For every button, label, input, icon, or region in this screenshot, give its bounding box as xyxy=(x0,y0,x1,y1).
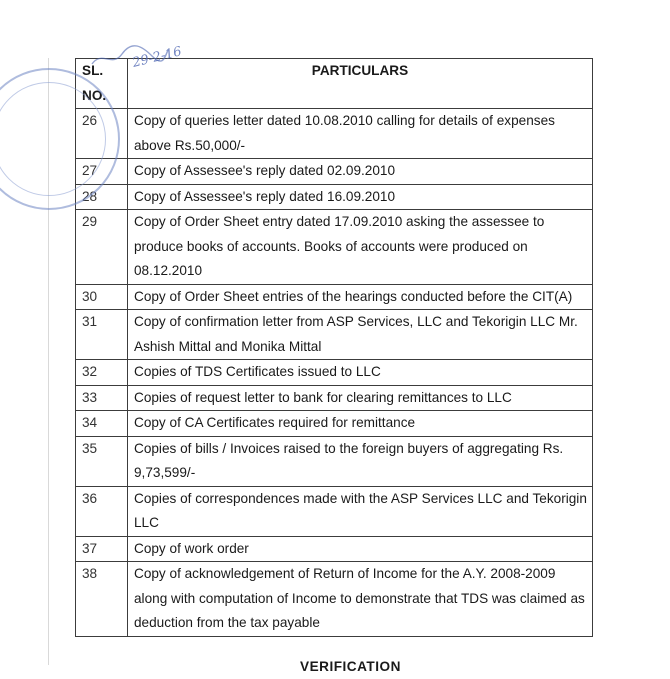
verification-heading: VERIFICATION xyxy=(300,659,401,674)
sl-no-header: SL. NO. xyxy=(76,59,128,109)
particular-text: Copies of correspondences made with the ASP Services LLC and Tekorigin LLC xyxy=(128,486,593,536)
sl-number: 27 xyxy=(76,159,128,185)
table-row xyxy=(76,486,593,536)
sl-number: 38 xyxy=(76,562,128,637)
sl-number: 36 xyxy=(76,486,128,536)
table-row xyxy=(76,310,593,360)
particular-text: Copies of TDS Certificates issued to LLC xyxy=(128,360,593,386)
table-row xyxy=(76,360,593,386)
table-row xyxy=(76,184,593,210)
table-row xyxy=(76,385,593,411)
particular-text: Copy of Order Sheet entry dated 17.09.2010 asking the assessee to produce books of accounts. Books of accounts were produced on 08.12.2010 xyxy=(128,210,593,285)
table-row xyxy=(76,536,593,562)
sl-number: 35 xyxy=(76,436,128,486)
particular-text: Copy of acknowledgement of Return of Income for the A.Y. 2008-2009 along with computation of Income to demonstrate that TDS was claimed as deduction from the tax payable xyxy=(128,562,593,637)
sl-number: 34 xyxy=(76,411,128,437)
particular-text: Copy of CA Certificates required for remittance xyxy=(128,411,593,437)
table-row xyxy=(76,411,593,437)
sl-number: 31 xyxy=(76,310,128,360)
sl-number: 30 xyxy=(76,284,128,310)
particular-text: Copy of Order Sheet entries of the hearings conducted before the CIT(A) xyxy=(128,284,593,310)
particulars-header: PARTICULARS xyxy=(128,59,593,109)
sl-number: 29 xyxy=(76,210,128,285)
table-row xyxy=(76,284,593,310)
sl-number: 26 xyxy=(76,109,128,159)
handwritten-date: 29-2-16 xyxy=(130,44,184,71)
sl-number: 32 xyxy=(76,360,128,386)
particular-text: Copy of Assessee's reply dated 16.09.2010 xyxy=(128,184,593,210)
particular-text: Copy of confirmation letter from ASP Services, LLC and Tekorigin LLC Mr. Ashish Mittal and Monika Mittal xyxy=(128,310,593,360)
sl-number: 33 xyxy=(76,385,128,411)
particular-text: Copy of work order xyxy=(128,536,593,562)
particulars-table xyxy=(75,58,593,637)
particular-text: Copies of bills / Invoices raised to the foreign buyers of aggregating Rs. 9,73,599/- xyxy=(128,436,593,486)
particular-text: Copies of request letter to bank for clearing remittances to LLC xyxy=(128,385,593,411)
table-row xyxy=(76,436,593,486)
page-edge xyxy=(48,58,49,665)
table-row xyxy=(76,210,593,285)
particular-text: Copy of Assessee's reply dated 02.09.2010 xyxy=(128,159,593,185)
sl-number: 28 xyxy=(76,184,128,210)
table-row xyxy=(76,562,593,637)
particular-text: Copy of queries letter dated 10.08.2010 calling for details of expenses above Rs.50,000/- xyxy=(128,109,593,159)
table-row xyxy=(76,159,593,185)
table-row xyxy=(76,109,593,159)
sl-number: 37 xyxy=(76,536,128,562)
